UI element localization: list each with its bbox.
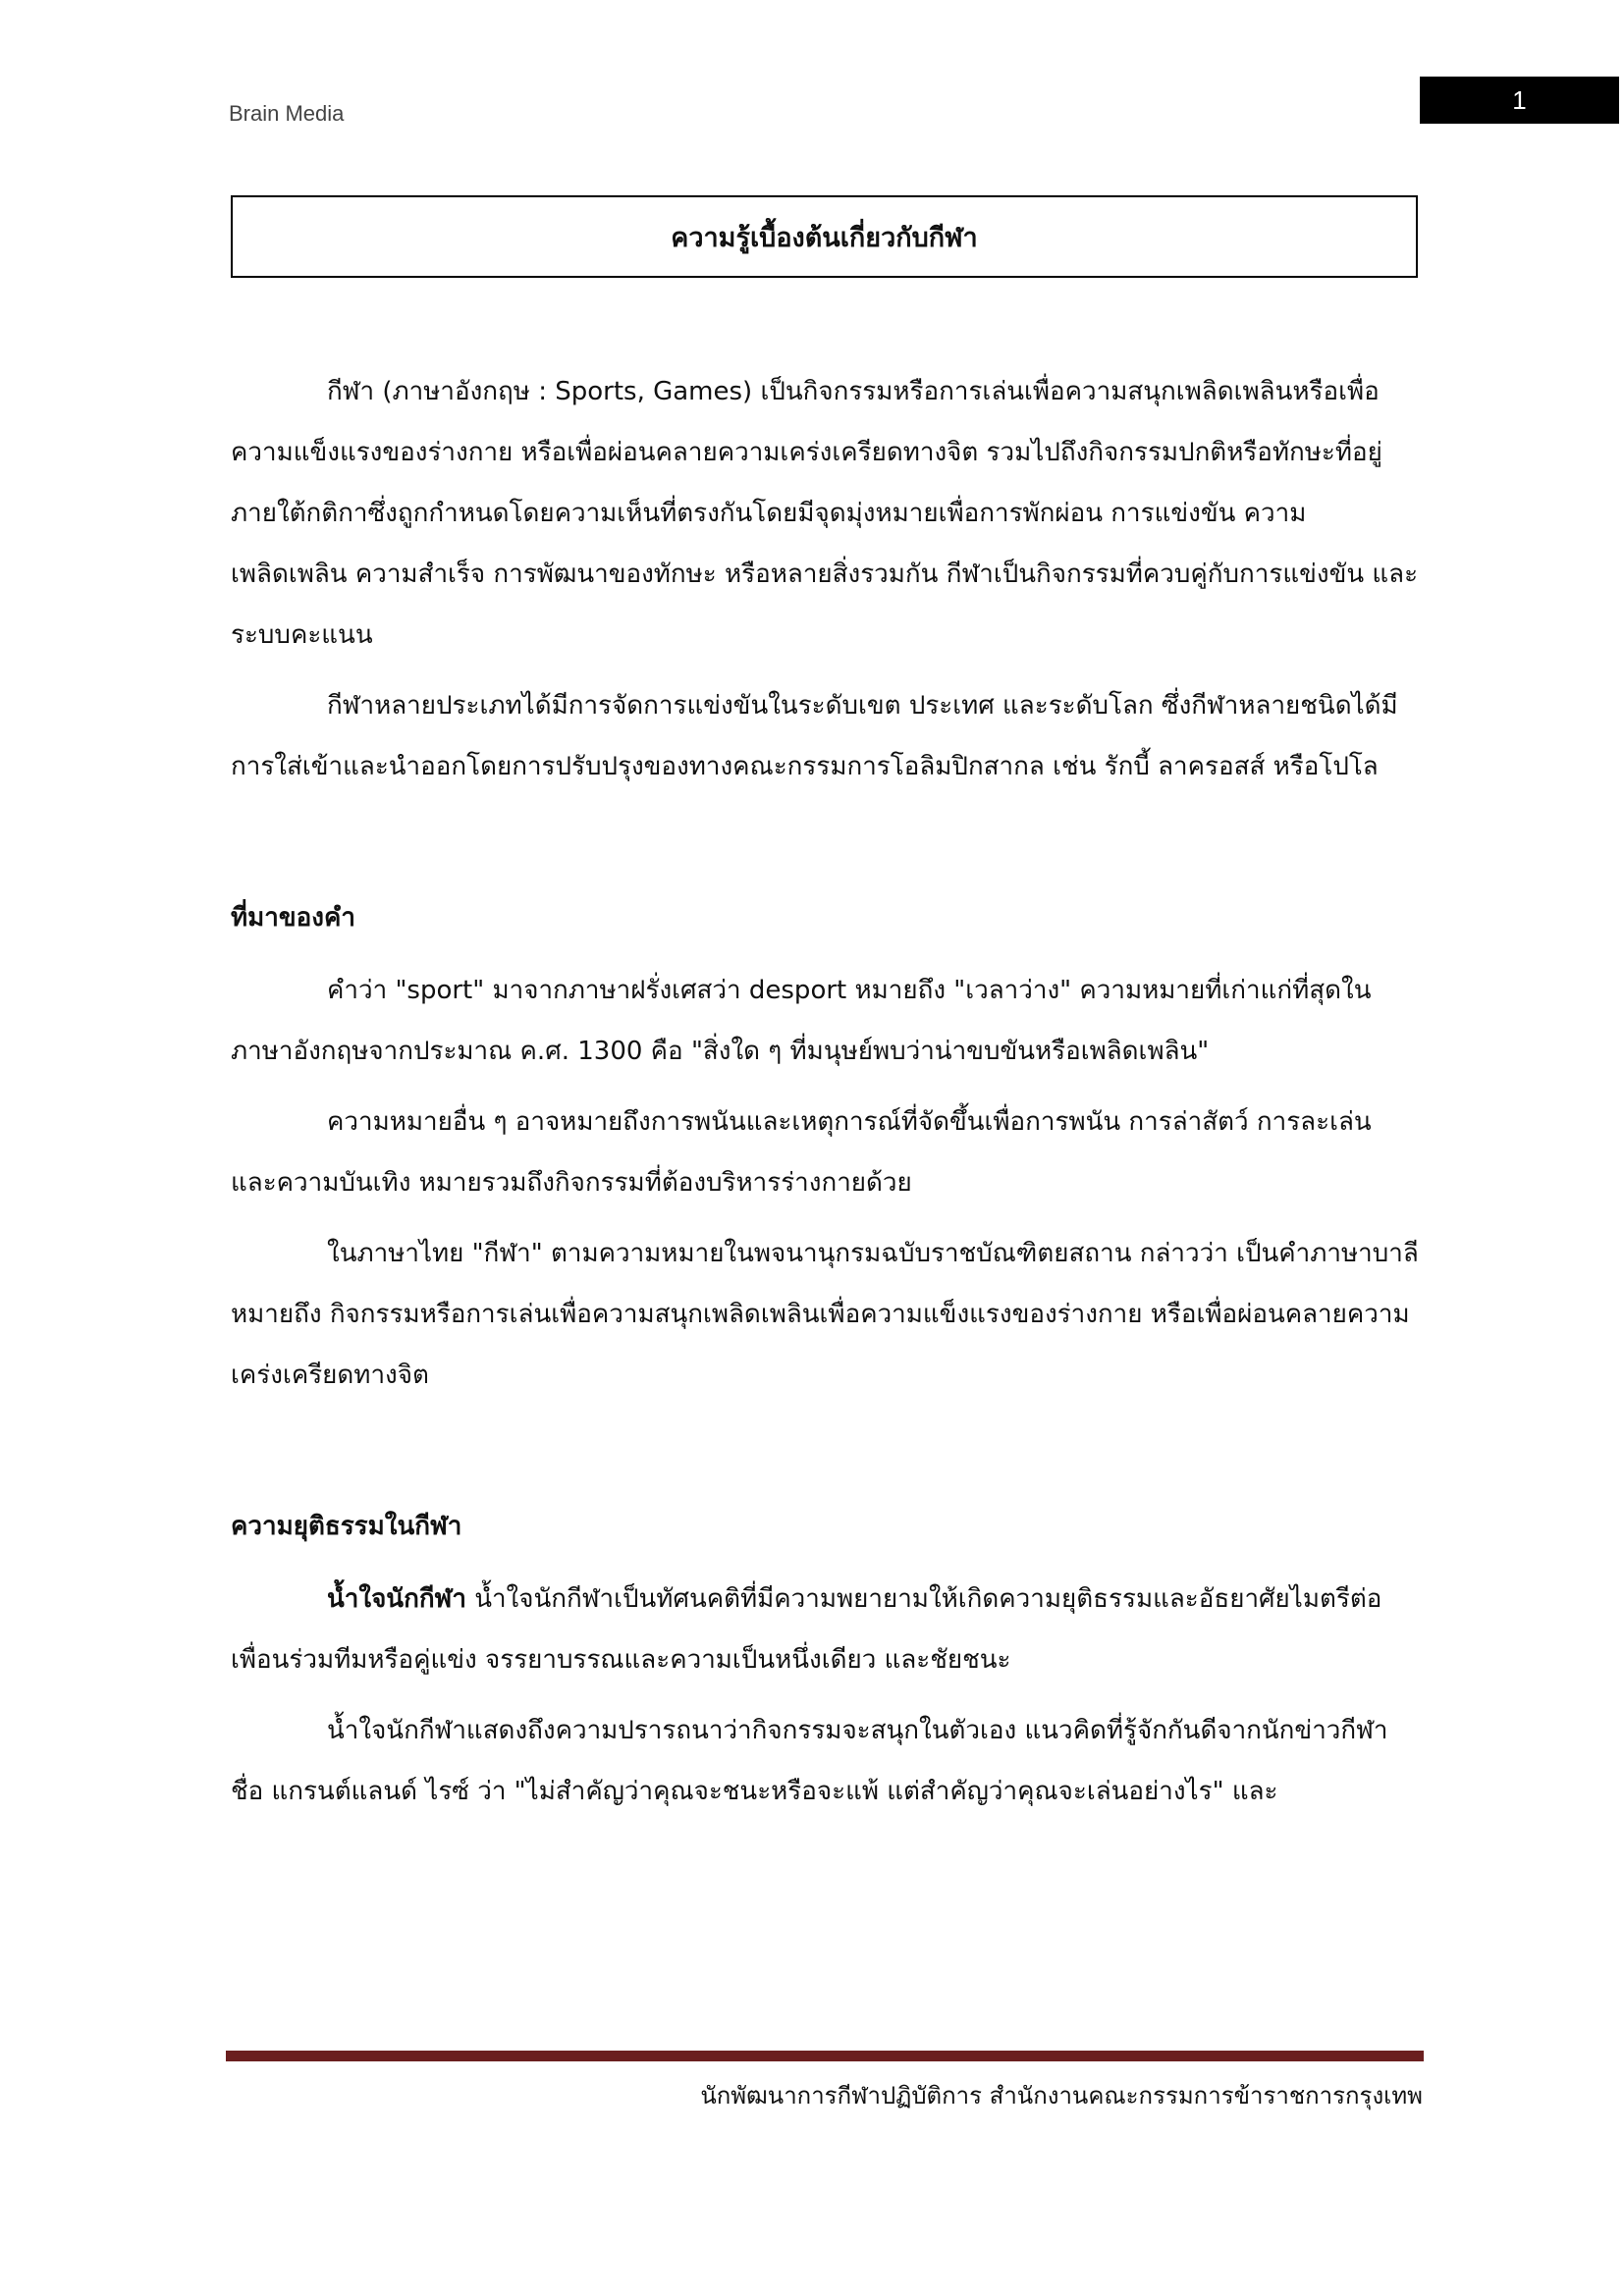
fairness-paragraph-2: น้ำใจนักกีฬาแสดงถึงความปรารถนาว่ากิจกรรมจะสนุกในตัวเอง แนวคิดที่รู้จักกันดีจากนักข่าวกีฬาชื่อ แกรนต์แลนด์ ไรซ์ ว่า "ไม่สำคัญว่าคุณจะชนะหรือจะแพ้ แต่สำคัญว่าคุณจะเล่นอย่างไร" และ — [231, 1716, 1388, 1806]
sportsmanship-term: น้ำใจนักกีฬา — [327, 1584, 466, 1614]
page-number-badge: 1 — [1420, 77, 1619, 124]
header-brand: Brain Media — [229, 101, 345, 126]
origin-paragraph-1: คำว่า "sport" มาจากภาษาฝรั่งเศสว่า desport หมายถึง "เวลาว่าง" ความหมายที่เก่าแก่ที่สุดในภาษาอังกฤษจากประมาณ ค.ศ. 1300 คือ "สิ่งใด ๆ ที่มนุษย์พบว่าน่าขบขันหรือเพลิดเพลิน" — [231, 976, 1372, 1066]
intro-paragraph-2: กีฬาหลายประเภทได้มีการจัดการแข่งขันในระดับเขต ประเทศ และระดับโลก ซึ่งกีฬาหลายชนิดได้มีการใส่เข้าและนำออกโดยการปรับปรุงของทางคณะกรรมการโอลิมปิกสากล เช่น รักบี้ ลาครอสส์ หรือโปโล — [231, 691, 1398, 781]
origin-paragraph-2: ความหมายอื่น ๆ อาจหมายถึงการพนันและเหตุการณ์ที่จัดขึ้นเพื่อการพนัน การล่าสัตว์ การละเล่น และความบันเทิง หมายรวมถึงกิจกรรมที่ต้องบริหารร่างกายด้วย — [231, 1107, 1372, 1198]
fairness-paragraph-1 — [231, 1569, 1419, 1690]
heading-word-origin: ที่มาของคำ — [231, 903, 355, 933]
intro-paragraph-1: กีฬา (ภาษาอังกฤษ : Sports, Games) เป็นกิจกรรมหรือการเล่นเพื่อความสนุกเพลิดเพลินหรือเพื่อความแข็งแรงของร่างกาย หรือเพื่อผ่อนคลายความเคร่งเครียดทางจิต รวมไปถึงกิจกรรมปกติหรือทักษะที่อยู่ภายใต้กติกาซึ่งถูกกำหนดโดยความเห็นที่ตรงกันโดยมีจุดมุ่งหมายเพื่อการพักผ่อน การแข่งขัน ความเพลิดเพลิน ความสำเร็จ การพัฒนาของทักษะ หรือหลายสิ่งรวมกัน กีฬาเป็นกิจกรรมที่ควบคู่กับการแข่งขัน และระบบคะแนน — [231, 377, 1419, 650]
heading-fairness: ความยุติธรรมในกีฬา — [231, 1512, 462, 1541]
document-body — [231, 361, 1419, 1822]
document-title-box — [231, 195, 1418, 278]
fairness-paragraph-1-text: น้ำใจนักกีฬาเป็นทัศนคติที่มีความพยายามให้เกิดความยุติธรรมและอัธยาศัยไมตรีต่อเพื่อนร่วมทีมหรือคู่แข่ง จรรยาบรรณและความเป็นหนึ่งเดียว และชัยชนะ — [231, 1584, 1382, 1675]
origin-paragraph-3: ในภาษาไทย "กีฬา" ตามความหมายในพจนานุกรมฉบับราชบัณฑิตยสถาน กล่าวว่า เป็นคำภาษาบาลี หมายถึง กิจกรรมหรือการเล่นเพื่อความสนุกเพลิดเพลินเพื่อความแข็งแรงของร่างกาย หรือเพื่อผ่อนคลายความเคร่งเครียดทางจิต — [231, 1239, 1419, 1390]
footer-organization: นักพัฒนาการกีฬาปฏิบัติการ สำนักงานคณะกรรมการข้าราชการกรุงเทพ — [700, 2082, 1423, 2109]
footer-rule — [226, 2051, 1424, 2061]
document-title: ความรู้เบื้องต้นเกี่ยวกับกีฬา — [671, 222, 978, 253]
